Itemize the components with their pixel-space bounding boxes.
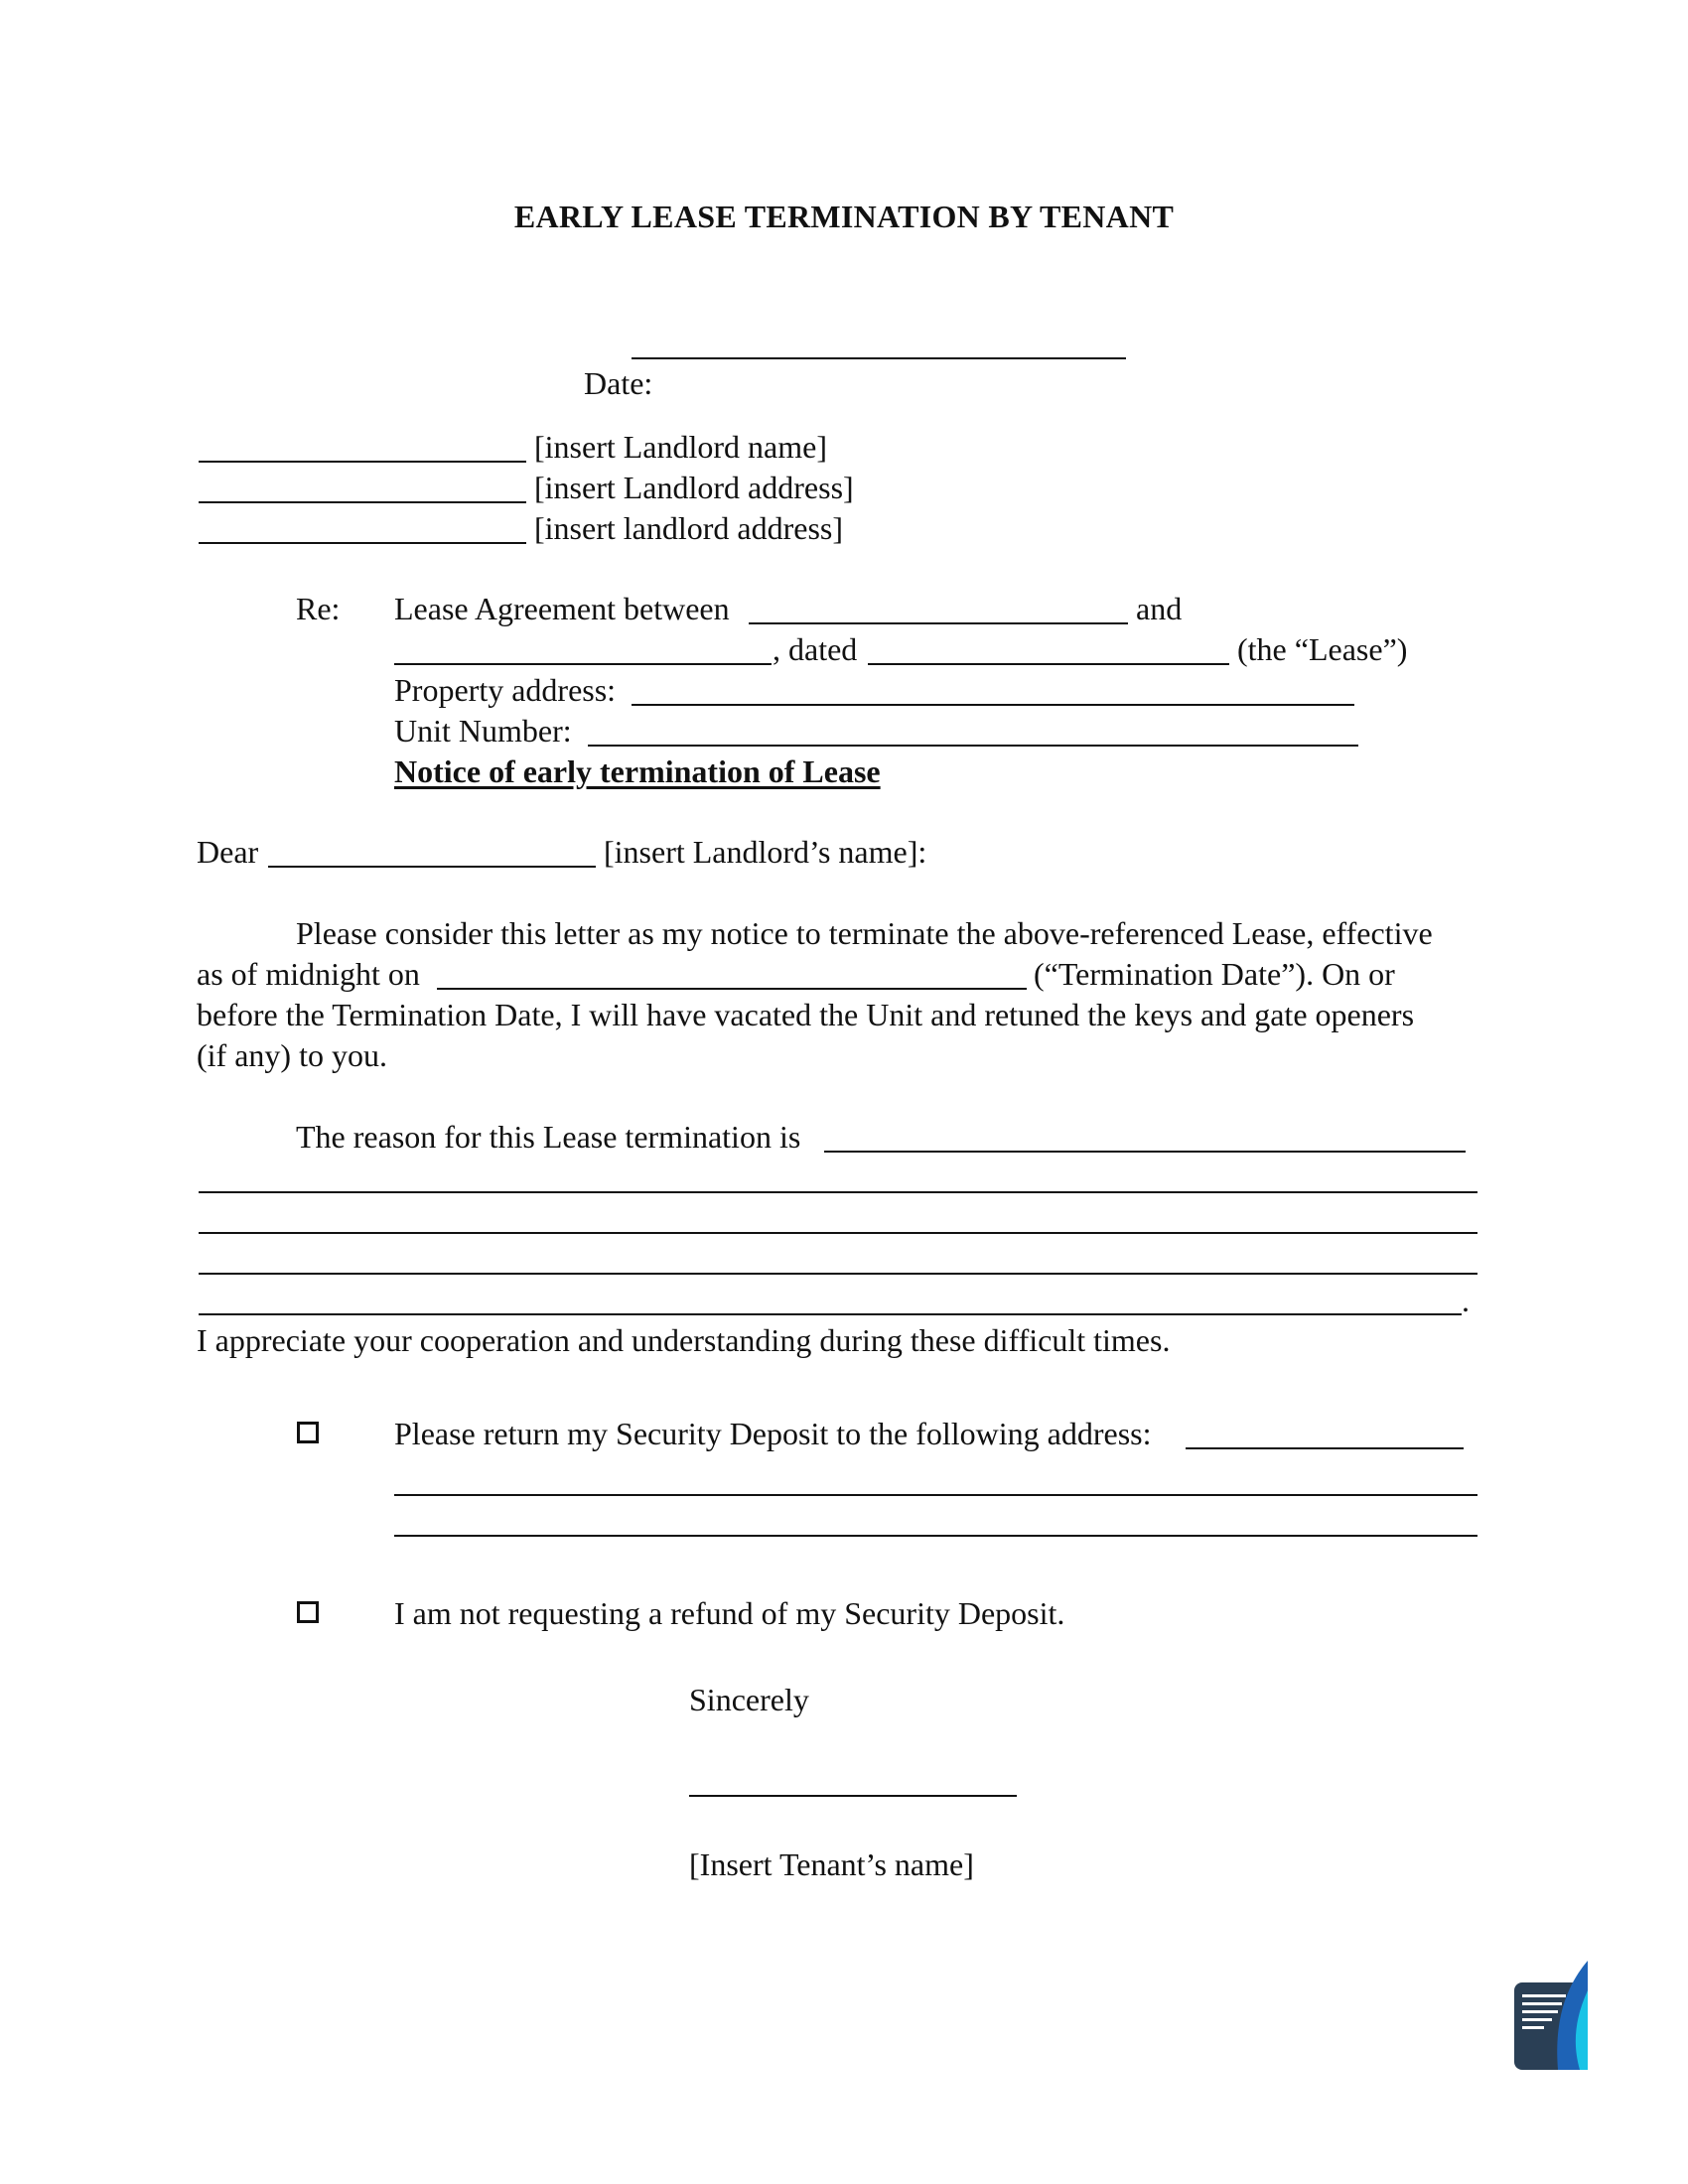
dear-label: Dear xyxy=(197,834,259,870)
reason-period: . xyxy=(1462,1283,1470,1318)
landlord-address-label-2: [insert landlord address] xyxy=(534,510,844,546)
paragraph-1-line-2-b: (“Termination Date”). On or xyxy=(1034,956,1395,992)
deposit-address-field-1[interactable] xyxy=(1186,1447,1464,1449)
party-one-field[interactable] xyxy=(749,622,1128,624)
reason-field-line-3[interactable] xyxy=(199,1232,1477,1234)
reason-field-line-2[interactable] xyxy=(199,1191,1477,1193)
date-row xyxy=(552,324,652,443)
paragraph-1-line-4: (if any) to you. xyxy=(197,1037,387,1073)
appreciation-line: I appreciate your cooperation and understanding during these difficult times. xyxy=(197,1322,1171,1358)
dear-landlord-name-field[interactable] xyxy=(268,866,596,868)
landlord-name-field[interactable] xyxy=(199,461,526,463)
landlord-address-field-2[interactable] xyxy=(199,542,526,544)
landlord-name-label: [insert Landlord name] xyxy=(534,429,827,465)
deposit-address-field-2[interactable] xyxy=(394,1494,1477,1496)
re-lease-between-label: Lease Agreement between xyxy=(394,591,730,626)
tenant-name-label: [Insert Tenant’s name] xyxy=(689,1846,974,1882)
paragraph-1-line-3: before the Termination Date, I will have vacated the Unit and retuned the keys and gate openers xyxy=(197,997,1415,1032)
deposit-address-field-3[interactable] xyxy=(394,1535,1477,1537)
property-address-label: Property address: xyxy=(394,672,617,708)
re-the-lease-label: (the “Lease”) xyxy=(1237,631,1408,667)
reason-field-line-4[interactable] xyxy=(199,1273,1477,1275)
paragraph-1-line-2-a: as of midnight on xyxy=(197,956,420,992)
unit-number-label: Unit Number: xyxy=(394,713,572,749)
notice-heading: Notice of early termination of Lease xyxy=(394,753,881,789)
termination-date-field[interactable] xyxy=(437,988,1027,990)
reason-label: The reason for this Lease termination is xyxy=(296,1119,801,1155)
document-title: EARLY LEASE TERMINATION BY TENANT xyxy=(513,199,1175,234)
landlord-address-field-1[interactable] xyxy=(199,501,526,503)
landlord-address-label-1: [insert Landlord address] xyxy=(534,470,854,505)
signature-field[interactable] xyxy=(689,1795,1017,1797)
date-field[interactable] xyxy=(632,357,1126,359)
unit-number-field[interactable] xyxy=(588,745,1358,747)
return-deposit-checkbox[interactable] xyxy=(297,1422,319,1443)
dear-landlord-suffix: [insert Landlord’s name]: xyxy=(604,834,927,870)
paragraph-1-line-1: Please consider this letter as my notice to terminate the above-referenced Lease, effective xyxy=(296,915,1433,951)
sincerely-label: Sincerely xyxy=(689,1682,809,1717)
no-refund-checkbox[interactable] xyxy=(297,1601,319,1623)
lease-date-field[interactable] xyxy=(868,663,1229,665)
date-label: Date: xyxy=(584,365,653,401)
return-deposit-label: Please return my Security Deposit to the following address: xyxy=(394,1416,1152,1451)
party-two-field[interactable] xyxy=(394,663,772,665)
reason-field-line-1[interactable] xyxy=(824,1151,1466,1153)
no-refund-label: I am not requesting a refund of my Security Deposit. xyxy=(394,1595,1065,1631)
reason-field-line-5[interactable] xyxy=(199,1313,1462,1315)
re-and-label: and xyxy=(1136,591,1183,626)
document-feather-logo-icon xyxy=(1514,1961,1594,2072)
re-dated-label: , dated xyxy=(773,631,858,667)
property-address-field[interactable] xyxy=(632,704,1354,706)
re-label: Re: xyxy=(296,591,341,626)
